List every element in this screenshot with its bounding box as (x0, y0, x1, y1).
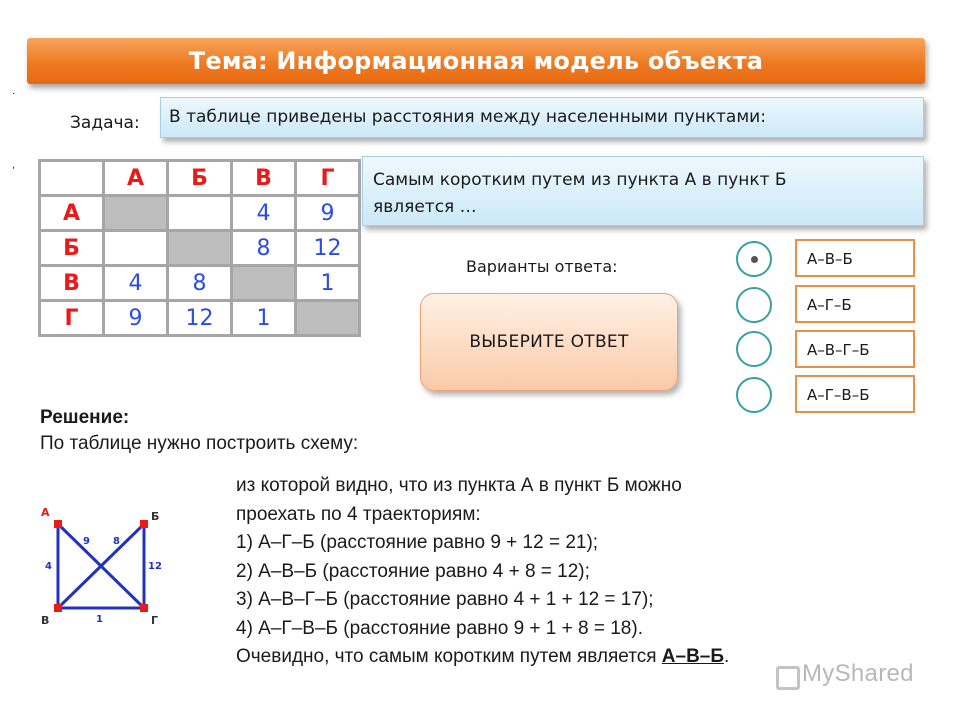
column-header: Г (296, 161, 360, 196)
graph-node-g (140, 604, 148, 612)
table-corner-cell (40, 161, 104, 196)
table-row (40, 196, 360, 231)
column-header: В (232, 161, 296, 196)
graph-node-label: В (41, 614, 50, 627)
table-cell-diagonal (168, 231, 232, 266)
route-graph (36, 502, 166, 627)
row-header: В (40, 266, 104, 301)
radio-unselected-icon[interactable] (736, 331, 772, 367)
table-cell: 12 (168, 301, 232, 336)
table-header-row (40, 161, 360, 196)
answer-option[interactable]: А–В–Г–Б (795, 330, 915, 368)
question-line: Самым коротким путем из пункта А в пункт Б (373, 170, 787, 190)
graph-node-label: Б (151, 510, 160, 523)
radio-selected-icon[interactable] (736, 241, 772, 277)
task-box (160, 97, 924, 138)
watermark-text: MyShared (802, 660, 914, 687)
solution-line: 3) А–В–Г–Б (расстояние равно 4 + 1 + 12 = 17); (236, 589, 654, 610)
conclusion-prefix: Очевидно, что самым коротким путем является (236, 646, 662, 667)
row-header: А (40, 196, 104, 231)
table-row (40, 266, 360, 301)
column-header: А (104, 161, 168, 196)
question-box (362, 156, 924, 226)
conclusion-answer: А–В–Б (661, 646, 725, 667)
solution-line: из которой видно, что из пункта А в пункт Б можно (236, 475, 682, 496)
radio-unselected-icon[interactable] (736, 287, 772, 323)
solution-title: Решение: (40, 407, 130, 428)
table-cell: 9 (104, 301, 168, 336)
table-cell: 8 (232, 231, 296, 266)
table-cell: 4 (104, 266, 168, 301)
solution-line: проехать по 4 траекториям: (236, 503, 481, 525)
table-cell: 12 (296, 231, 360, 266)
stray-comma: , (12, 160, 16, 171)
graph-edge-label: 12 (148, 561, 162, 572)
graph-node-v (54, 604, 62, 612)
graph-edge-label: 1 (96, 614, 103, 625)
table-cell: 1 (296, 266, 360, 301)
table-cell-diagonal (104, 196, 168, 231)
solution-conclusion (236, 643, 729, 672)
myshared-logo-icon (776, 666, 800, 690)
conclusion-suffix: . (724, 646, 730, 667)
solution-line: 2) А–В–Б (расстояние равно 4 + 8 = 12); (236, 560, 590, 582)
table-cell-diagonal (296, 301, 360, 336)
graph-edge-label: 4 (45, 561, 52, 572)
answer-option[interactable]: А–Г–Б (795, 285, 915, 323)
question-line: является … (373, 197, 477, 217)
select-answer-button[interactable]: ВЫБЕРИТЕ ОТВЕТ (420, 293, 678, 391)
graph-node-b (140, 520, 148, 528)
table-row (40, 231, 360, 266)
graph-node-label: А (41, 506, 50, 519)
solution-intro: По таблице нужно построить схему: (40, 433, 359, 454)
table-cell: 8 (168, 266, 232, 301)
solution-line: 4) А–Г–В–Б (расстояние равно 9 + 1 + 8 = 18). (236, 617, 643, 639)
answer-option[interactable]: А–Г–В–Б (795, 375, 915, 413)
row-header: Г (40, 301, 104, 336)
page-title: Тема: Информационная модель объекта (188, 47, 764, 75)
question-text (373, 167, 787, 221)
table-cell (104, 231, 168, 266)
title-banner (27, 38, 925, 84)
table-cell (168, 196, 232, 231)
column-header: Б (168, 161, 232, 196)
table-cell: 4 (232, 196, 296, 231)
task-label: Задача: (70, 113, 140, 133)
solution-line: 1) А–Г–Б (расстояние равно 9 + 12 = 21); (236, 532, 599, 553)
table-cell: 1 (232, 301, 296, 336)
table-cell: 9 (296, 196, 360, 231)
graph-edge-label: 8 (113, 536, 120, 547)
graph-edge-label: 9 (83, 536, 90, 547)
table-cell-diagonal (232, 266, 296, 301)
solution-body (236, 472, 729, 672)
distance-table (38, 159, 361, 337)
task-text: В таблице приведены расстояния между населенными пунктами: (169, 107, 766, 127)
radio-unselected-icon[interactable] (736, 377, 772, 413)
radio-dot-icon (751, 256, 758, 263)
answer-variants-label: Варианты ответа: (466, 257, 618, 276)
row-header: Б (40, 231, 104, 266)
answer-option[interactable]: А–В–Б (795, 239, 915, 277)
table-row (40, 301, 360, 336)
graph-node-a (54, 520, 62, 528)
graph-node-label: Г (151, 614, 159, 627)
stray-dot: . (12, 86, 16, 97)
